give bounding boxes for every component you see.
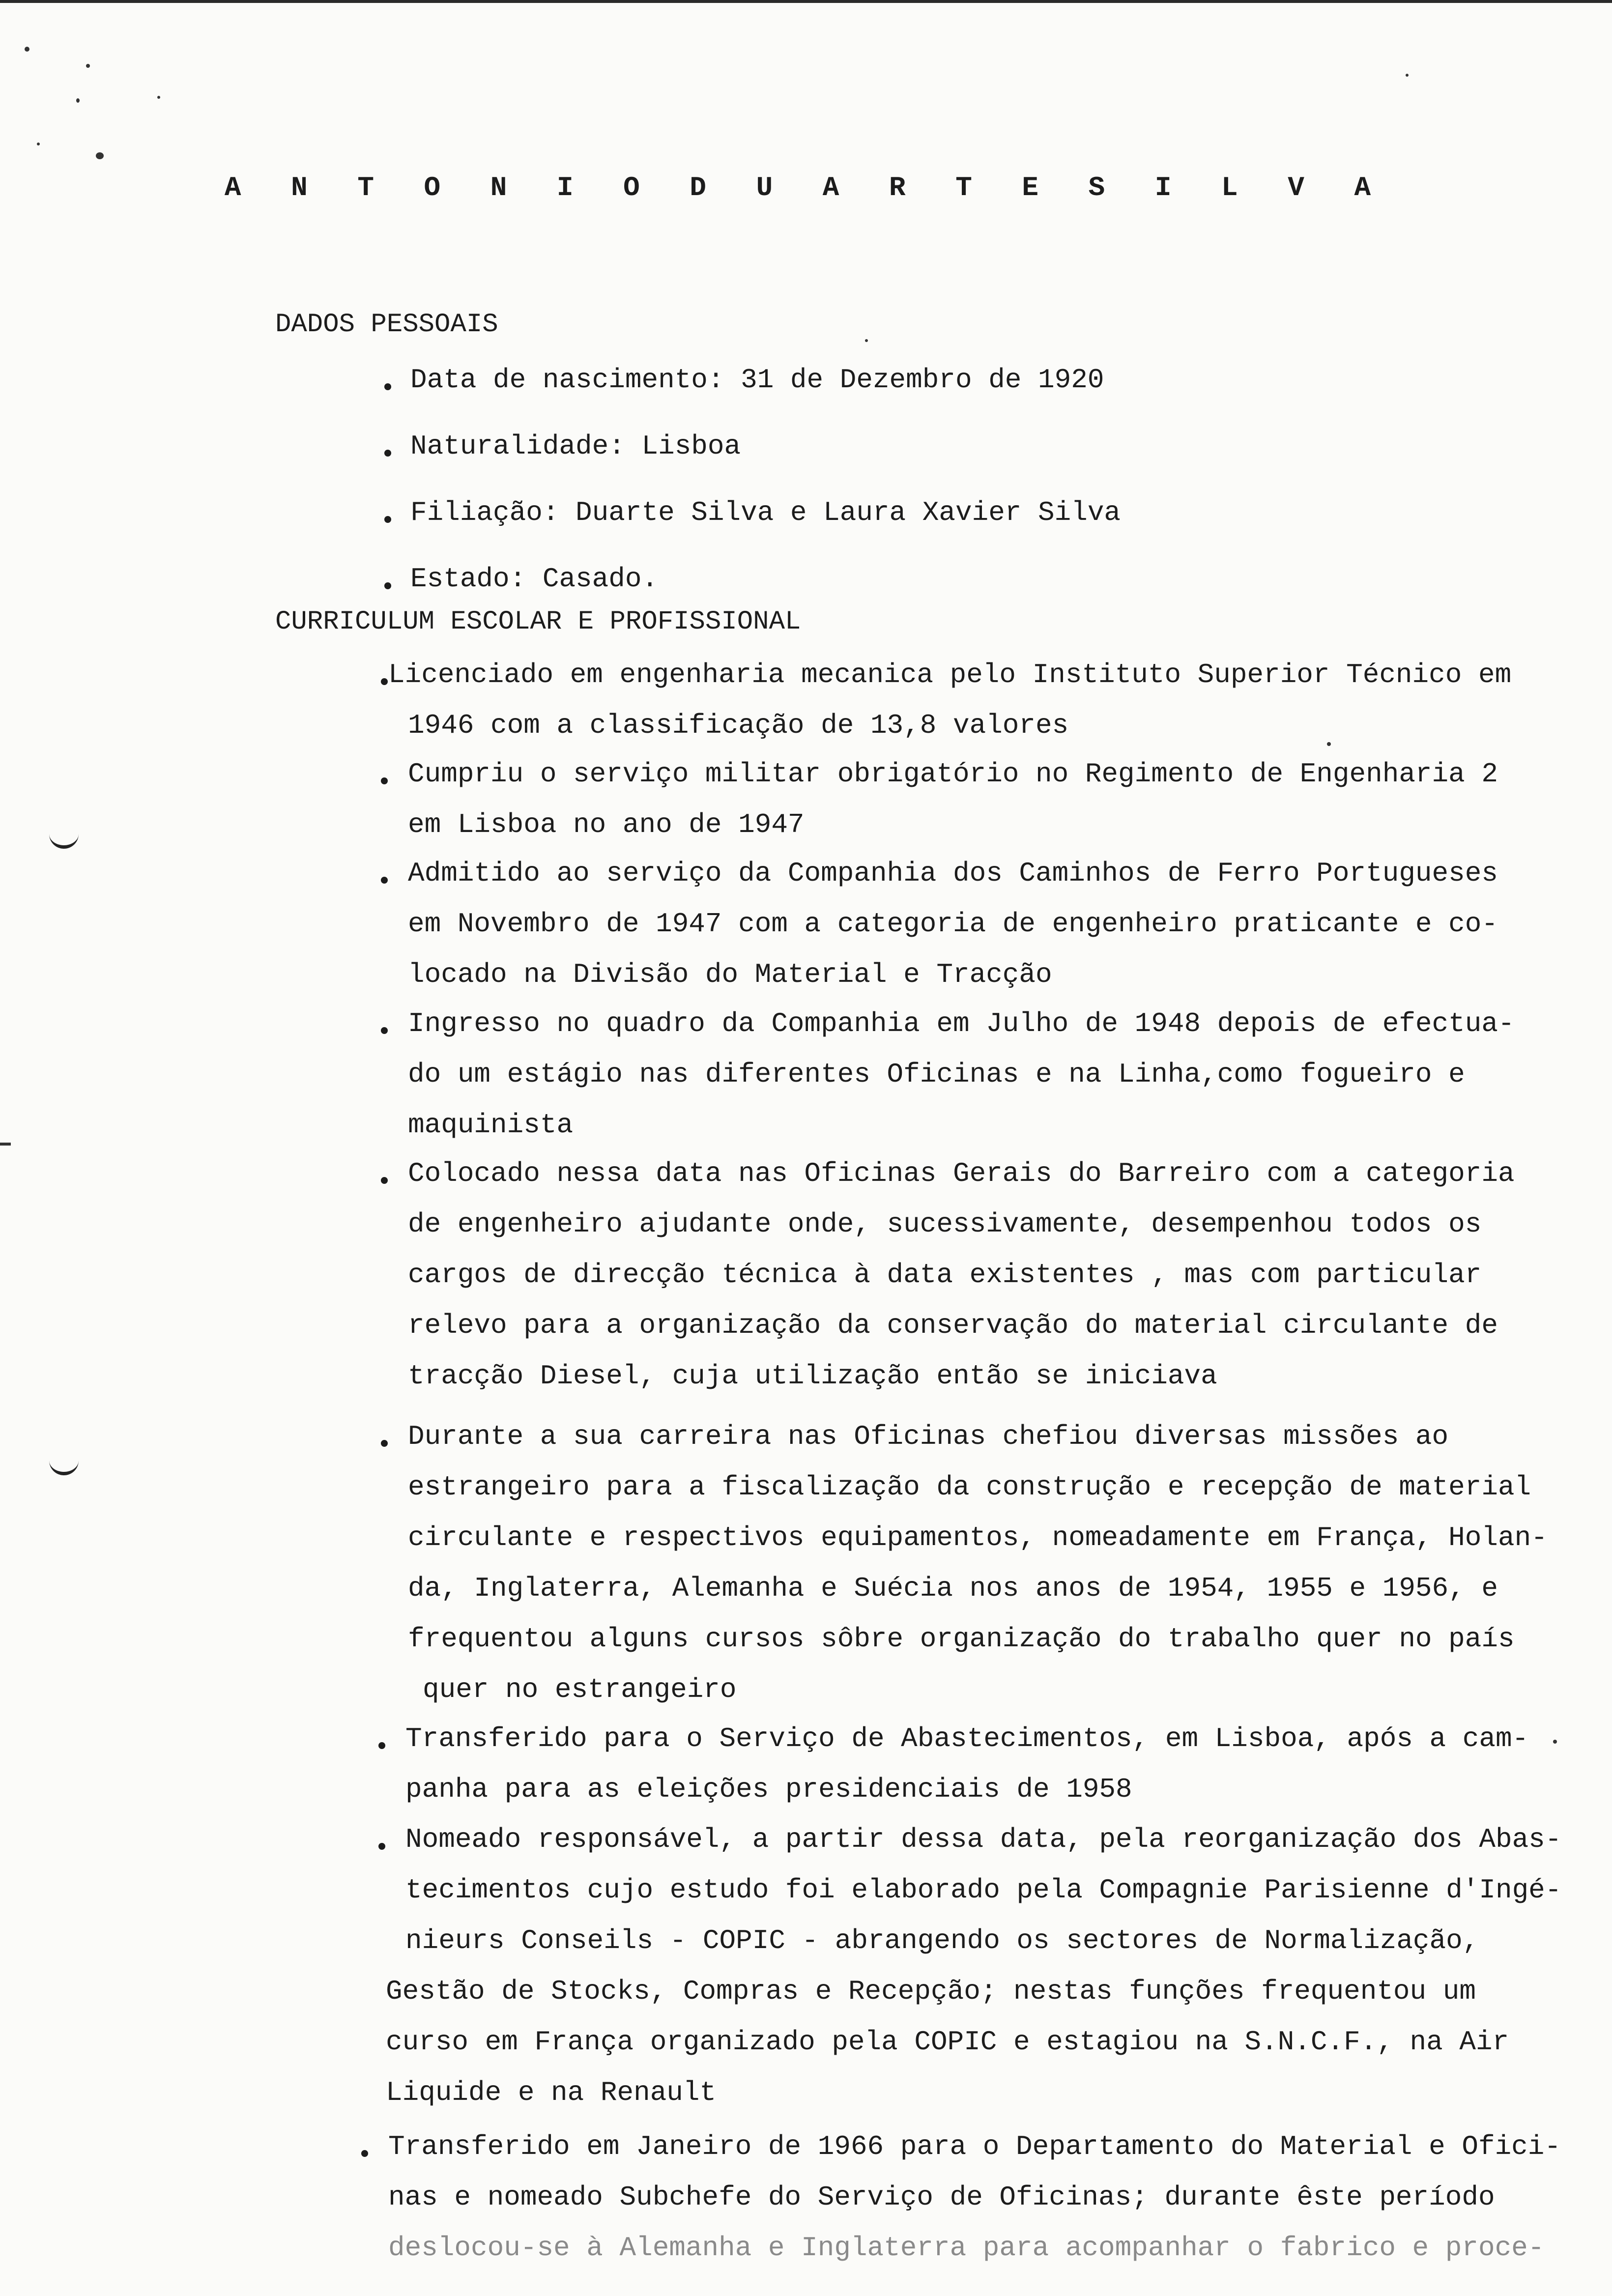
- item-line: Transferido em Janeiro de 1966 para o Departamento do Material e Ofici-: [388, 2131, 1561, 2162]
- item-line: Transferido para o Serviço de Abastecimentos, em Lisboa, após a cam-: [405, 1723, 1529, 1754]
- personal-item: Filiação: Duarte Silva e Laura Xavier Silva: [410, 497, 1121, 528]
- item-line: tecimentos cujo estudo foi elaborado pela Compagnie Parisienne d'Ingé-: [405, 1874, 1562, 1906]
- curriculum-item: [388, 650, 1511, 751]
- item-line: em Novembro de 1947 com a categoria de engenheiro praticante e co-: [408, 908, 1498, 940]
- item-line: curso em França organizado pela COPIC e estagiou na S.N.C.F., na Air: [386, 2026, 1509, 2058]
- item-line: estrangeiro para a fiscalização da construção e recepção de material: [408, 1471, 1531, 1503]
- item-line: do um estágio nas diferentes Oficinas e na Linha,como fogueiro e: [408, 1059, 1465, 1090]
- curriculum-item: [408, 1148, 1515, 1402]
- item-line: Cumpriu o serviço militar obrigatório no Regimento de Engenharia 2: [408, 758, 1498, 790]
- scan-mark: [0, 1143, 11, 1146]
- bullet: [378, 1843, 385, 1850]
- document-title: A N T O N I O D U A R T E S I L V A: [224, 172, 1388, 203]
- item-line: locado na Divisão do Material e Tracção: [408, 959, 1052, 990]
- item-line: Ingresso no quadro da Companhia em Julho de 1948 depois de efectua-: [408, 1008, 1515, 1039]
- bullet: [381, 678, 388, 685]
- curriculum-item: [408, 749, 1498, 850]
- curriculum-item: [386, 1814, 1562, 2118]
- bullet: [381, 1177, 388, 1184]
- item-line: relevo para a organização da conservação do material circulante de: [408, 1310, 1498, 1341]
- item-line: de engenheiro ajudante onde, sucessivamente, desempenhou todos os: [408, 1208, 1482, 1240]
- item-line: 1946 com a classificação de 13,8 valores: [408, 710, 1069, 741]
- item-line: tracção Diesel, cuja utilização então se iniciava: [408, 1360, 1217, 1392]
- bullet: [384, 383, 391, 390]
- item-line: Nomeado responsável, a partir dessa data, pela reorganização dos Abas-: [405, 1824, 1562, 1855]
- item-line: frequentou alguns cursos sôbre organização do trabalho quer no país: [408, 1623, 1515, 1655]
- scan-mark: [49, 831, 79, 849]
- personal-item: Data de nascimento: 31 de Dezembro de 1920: [410, 364, 1104, 396]
- curriculum-item: [408, 848, 1498, 1000]
- item-line: Gestão de Stocks, Compras e Recepção; nestas funções frequentou um: [386, 1976, 1476, 2007]
- bullet: [381, 1027, 388, 1034]
- item-line: cargos de direcção técnica à data existentes , mas com particular: [408, 1259, 1482, 1291]
- item-line: Liquide e na Renault: [386, 2077, 717, 2108]
- item-line: em Lisboa no ano de 1947: [408, 809, 805, 840]
- bullet: [384, 582, 391, 589]
- item-line: da, Inglaterra, Alemanha e Suécia nos anos de 1954, 1955 e 1956, e: [408, 1573, 1498, 1604]
- curriculum-item: [405, 1714, 1528, 1815]
- section-heading-personal: DADOS PESSOAIS: [275, 310, 498, 340]
- item-line: Licenciado em engenharia mecanica pelo Instituto Superior Técnico em: [388, 659, 1512, 690]
- top-border-line: [0, 0, 1612, 3]
- curriculum-item: [408, 999, 1515, 1150]
- item-line: nas e nomeado Subchefe do Serviço de Oficinas; durante êste período: [388, 2181, 1495, 2213]
- bullet: [361, 2150, 368, 2157]
- item-line: Admitido ao serviço da Companhia dos Caminhos de Ferro Portugueses: [408, 858, 1498, 889]
- item-line: deslocou-se à Alemanha e Inglaterra para acompanhar o fabrico e proce-: [388, 2232, 1545, 2264]
- bullet: [384, 450, 391, 457]
- section-heading-curriculum: CURRICULUM ESCOLAR E PROFISSIONAL: [275, 607, 801, 637]
- scan-mark: [49, 1457, 79, 1475]
- curriculum-item: [408, 1411, 1548, 1715]
- item-line: circulante e respectivos equipamentos, nomeadamente em França, Holan-: [408, 1522, 1548, 1553]
- bullet: [384, 516, 391, 523]
- curriculum-item: [388, 2122, 1561, 2273]
- item-line: quer no estrangeiro: [423, 1674, 737, 1705]
- personal-item: Naturalidade: Lisboa: [410, 430, 741, 462]
- bullet: [378, 1742, 385, 1749]
- personal-item: Estado: Casado.: [410, 563, 659, 595]
- item-line: Colocado nessa data nas Oficinas Gerais do Barreiro com a categoria: [408, 1158, 1515, 1189]
- item-line: panha para as eleições presidenciais de 1958: [405, 1774, 1132, 1805]
- bullet: [381, 877, 388, 884]
- item-line: Durante a sua carreira nas Oficinas chefiou diversas missões ao: [408, 1421, 1449, 1452]
- item-line: maquinista: [408, 1109, 574, 1141]
- bullet: [381, 777, 388, 784]
- bullet: [381, 1440, 388, 1447]
- item-line: nieurs Conseils - COPIC - abrangendo os sectores de Normalização,: [405, 1925, 1479, 1956]
